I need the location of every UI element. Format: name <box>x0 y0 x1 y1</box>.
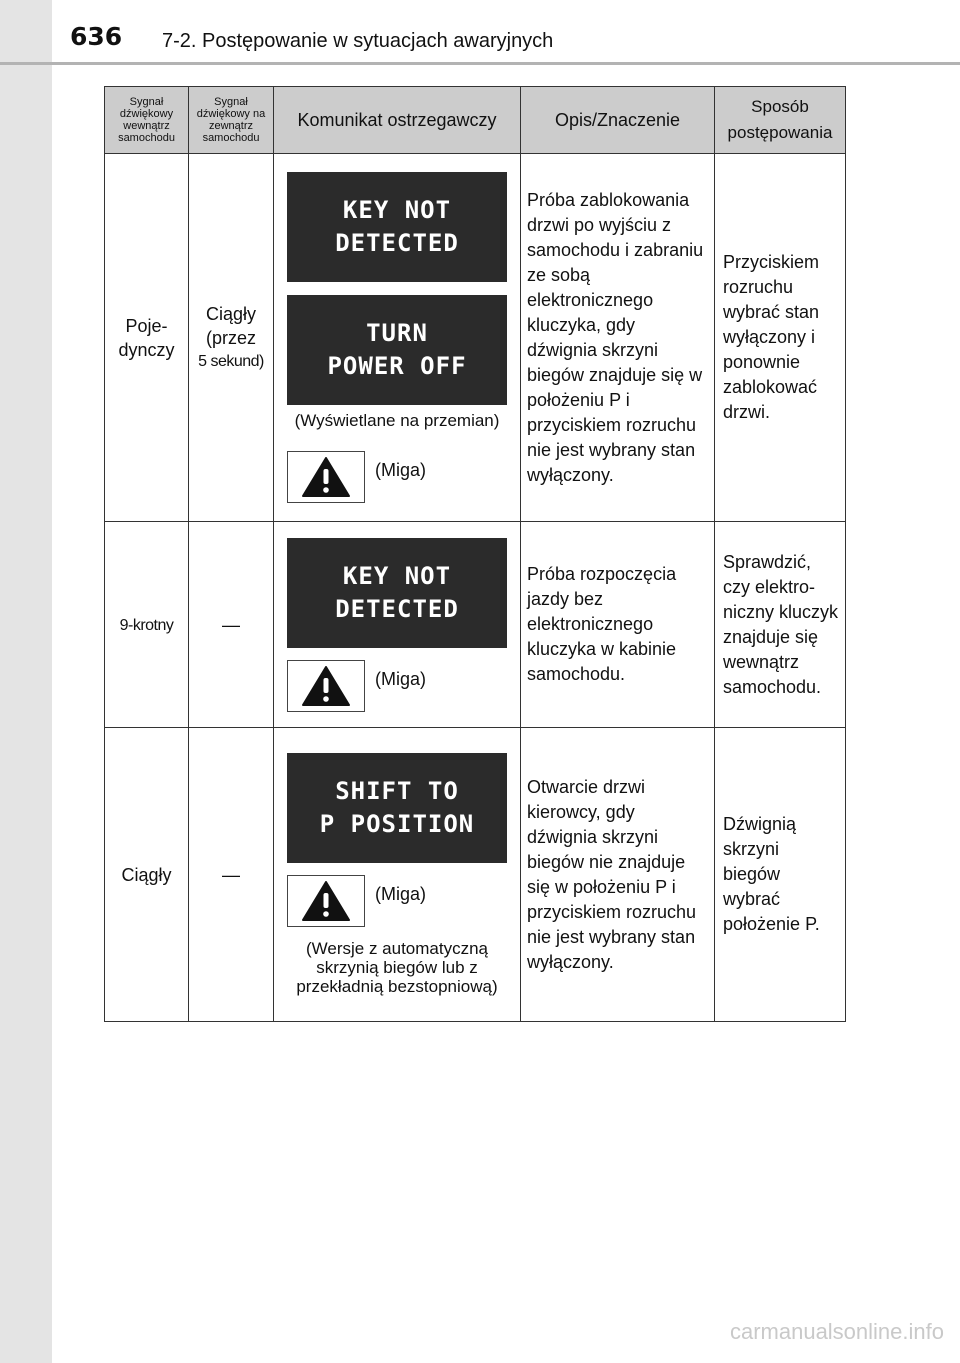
header-rule <box>0 62 960 65</box>
version-note: (Wersje z automatyczną skrzynią biegów lub z przekładnią bezstopniową) <box>296 939 498 996</box>
blinking-label: (Miga) <box>375 668 427 689</box>
sound-inside-text: Ciągły <box>121 864 172 885</box>
warning-indicator <box>287 451 507 503</box>
table-row <box>105 522 846 728</box>
warning-indicator-frame <box>287 875 365 927</box>
watermark: carmanualsonline.info <box>729 1319 944 1344</box>
blinking-label: (Miga) <box>375 884 427 904</box>
message-display-turn-power-off: TURN POWER OFF <box>287 295 507 405</box>
header-action: Sposób postępowania <box>715 87 846 154</box>
warning-triangle-icon <box>301 456 351 498</box>
header-warning-message: Komunikat ostrzegawczy <box>274 87 521 154</box>
action-cell <box>715 522 846 728</box>
table-row <box>105 154 846 522</box>
description-text: Próba zablokowania drzwi po wyjściu z samochodu i zabraniu ze sobą elektronicznego kluczyka, gdy dźwignia skrzyni biegów znajduje się w położeniu P i przyciskiem rozruchu nie jest wybrany stan wyłączony. <box>527 189 704 485</box>
description-cell <box>521 154 715 522</box>
page-number: 636 <box>70 22 123 51</box>
action-text: Dźwignią skrzyni biegów wybrać położenie P. <box>723 814 820 934</box>
sound-outside-cell <box>189 728 274 1022</box>
warning-indicator-frame <box>287 660 365 712</box>
header-sound-outside: Sygnał dźwiękowy na zewnątrz samochodu <box>189 87 274 154</box>
sound-outside-line3: 5 sekund) <box>198 352 264 370</box>
sound-inside-text: Poje- dynczy <box>118 315 175 360</box>
header-sound-inside: Sygnał dźwiękowy wewnątrz samochodu <box>105 87 189 154</box>
description-cell <box>521 522 715 728</box>
sound-outside-cell <box>189 154 274 522</box>
blinking-label: (Miga) <box>375 460 427 480</box>
description-cell <box>521 728 715 1022</box>
action-cell <box>715 728 846 1022</box>
action-text: Przyciskiem rozruchu wybrać stan wyłączony i ponownie zablokować drzwi. <box>723 252 820 422</box>
sound-inside-text: 9-krotny <box>119 616 174 634</box>
sound-outside-cell <box>189 522 274 728</box>
table-header-row <box>105 87 846 154</box>
sound-outside-line1: Ciągły <box>205 303 257 324</box>
warning-indicator <box>287 875 507 927</box>
sound-inside-cell <box>105 522 189 728</box>
warning-indicator <box>287 660 507 712</box>
table-row <box>105 728 846 1022</box>
section-title: 7-2. Postępowanie w sytuacjach awaryjnych <box>162 30 554 52</box>
sound-inside-cell <box>105 728 189 1022</box>
sound-outside-text: — <box>222 864 240 885</box>
message-display-key-not-detected: KEY NOT DETECTED <box>287 172 507 282</box>
sound-inside-cell <box>105 154 189 522</box>
message-display-key-not-detected: KEY NOT DETECTED <box>287 538 507 648</box>
sound-outside-line2: (przez <box>205 327 256 348</box>
warning-indicator-frame <box>287 451 365 503</box>
page-side-strip <box>0 0 52 1363</box>
sound-outside-text: — <box>222 614 240 635</box>
alternating-caption: (Wyświetlane na przemian) <box>294 411 500 430</box>
action-cell <box>715 154 846 522</box>
warning-triangle-icon <box>301 880 351 922</box>
warning-table <box>104 86 846 1022</box>
description-text: Otwarcie drzwi kierowcy, gdy dźwignia skrzyni biegów nie znajduje się w położeniu P i przyciskiem rozruchu nie jest wybrany stan wyłączony. <box>527 776 697 972</box>
warning-message-cell <box>274 728 521 1022</box>
page-header <box>0 0 960 64</box>
description-text: Próba rozpoczęcia jazdy bez elektronicznego kluczyka w kabinie samochodu. <box>527 564 677 684</box>
action-text: Sprawdzić, czy elektro-niczny kluczyk znajduje się wewnątrz samochodu. <box>723 551 839 697</box>
header-description: Opis/Znaczenie <box>521 87 715 154</box>
warning-triangle-icon <box>301 665 351 707</box>
warning-message-cell <box>274 154 521 522</box>
message-display-shift-to-p: SHIFT TO P POSITION <box>287 753 507 863</box>
warning-message-cell <box>274 522 521 728</box>
